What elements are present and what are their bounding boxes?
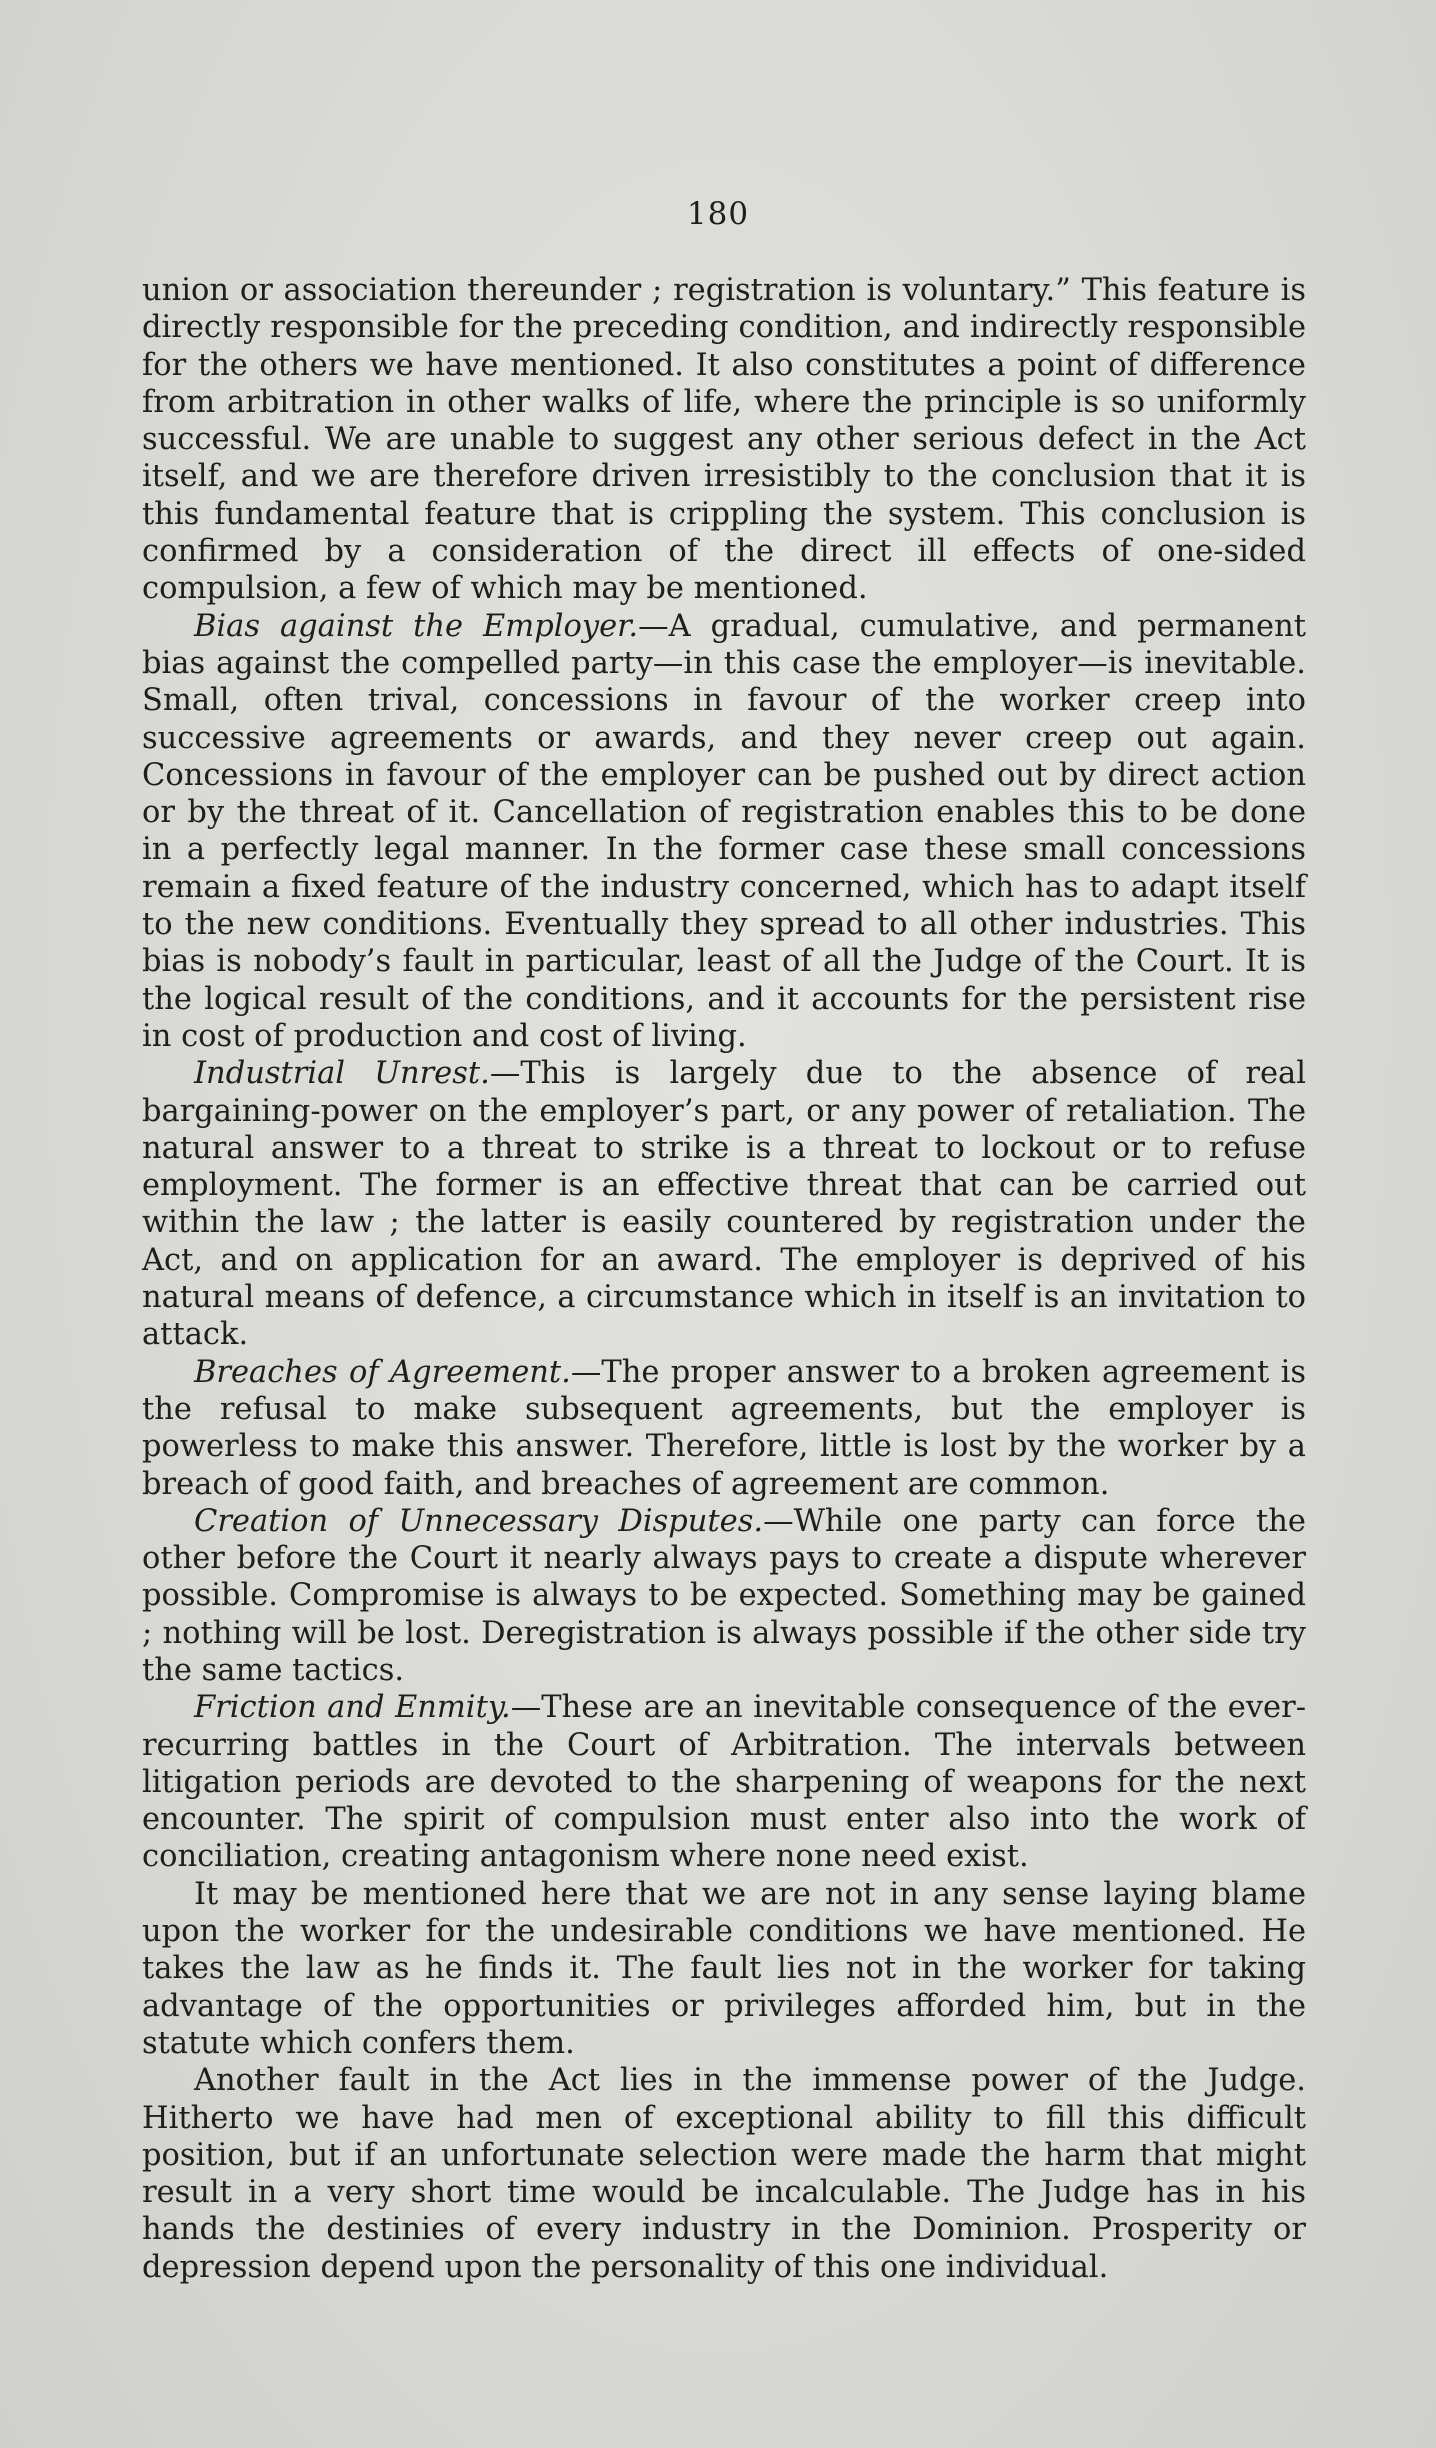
paragraph (142, 1689, 1306, 1875)
paragraph-text: —A gradual, cumulative, and permanent bias against the compelled party—in this case the employer—is inevitable. Small, often trival, concessions in favour of the worker creep into successive agreements or awards, and they never creep out again. Concessions in favour of the employer can be pushed out by direct action or by the threat of it. Cancellation of registration enables this to be done in a perfectly legal manner. In the former case these small concessions remain a fixed feature of the industry concerned, which has to adapt itself to the new conditions. Eventually they spread to all other industries. This bias is nobody’s fault in particular, least of all the Judge of the Court. It is the logical result of the conditions, and it accounts for the persistent rise in cost of production and cost of living. (142, 608, 1306, 1054)
page-number: 180 (686, 196, 750, 232)
paragraph (142, 1055, 1306, 1353)
paragraph-heading: Friction and Enmity. (194, 1690, 511, 1726)
paragraph-heading: Creation of Unnecessary Disputes. (194, 1503, 764, 1539)
paragraph (142, 1354, 1306, 1503)
paragraph-text: Another fault in the Act lies in the immense power of the Judge. Hitherto we have had men of exceptional ability to fill this difficult position, but if an unfortunate selection were made the harm that might result in a very short time would be incalculable. The Judge has in his hands the destinies of every industry in the Dominion. Prosperity or depression depend upon the personality of this one individual. (142, 2063, 1306, 2285)
paragraph-text: —The proper answer to a broken agreement is the refusal to make subsequent agreements, but the employer is powerless to make this answer. Therefore, little is lost by the worker by a breach of good faith, and breaches of agreement are common. (142, 1354, 1306, 1502)
paragraph (142, 2062, 1306, 2286)
paragraph (142, 272, 1306, 608)
paragraph-heading: Bias against the Employer. (194, 608, 639, 644)
paragraph-heading: Breaches of Agreement. (194, 1354, 571, 1390)
paragraph-text: It may be mentioned here that we are not in any sense laying blame upon the worker for the undesirable conditions we have mentioned. He takes the law as he finds it. The fault lies not in the worker for taking advantage of the opportunities or privileges afforded him, but in the statute which confers them. (142, 1876, 1306, 2061)
paragraph (142, 1503, 1306, 1689)
paragraph-text: —This is largely due to the absence of real bargaining-power on the employer’s part, or any power of retaliation. The natural answer to a threat to strike is a threat to lockout or to refuse employment. The former is an effective threat that can be carried out within the law ; the latter is easily countered by registration under the Act, and on application for an award. The employer is deprived of his natural means of defence, a circumstance which in itself is an invitation to attack. (142, 1056, 1306, 1353)
paragraph-text: —These are an inevitable consequence of the ever-recurring battles in the Court of Arbitration. The intervals between litigation periods are devoted to the sharpening of weapons for the next encounter. The spirit of compulsion must enter also into the work of conciliation, creating antagonism where none need exist. (142, 1690, 1306, 1875)
paragraph-heading: Industrial Unrest. (194, 1056, 490, 1092)
paragraph-text: —While one party can force the other before the Court it nearly always pays to create a dispute wherever possible. Compromise is always to be expected. Something may be gained ; nothing will be lost. Deregistration is always possible if the other side try the same tactics. (142, 1503, 1306, 1688)
paragraph (142, 1876, 1306, 2062)
paragraph (142, 608, 1306, 1056)
body-text (142, 272, 1306, 2286)
paragraph-text: union or association thereunder ; registration is voluntary.” This feature is directly responsible for the preceding condition, and indirectly responsible for the others we have mentioned. It also constitutes a point of difference from arbitration in other walks of life, where the principle is so uniformly successful. We are unable to suggest any other serious defect in the Act itself, and we are therefore driven irresistibly to the conclusion that it is this fundamental feature that is crippling the system. This conclusion is confirmed by a consideration of the direct ill effects of one-sided compulsion, a few of which may be mentioned. (142, 273, 1306, 607)
